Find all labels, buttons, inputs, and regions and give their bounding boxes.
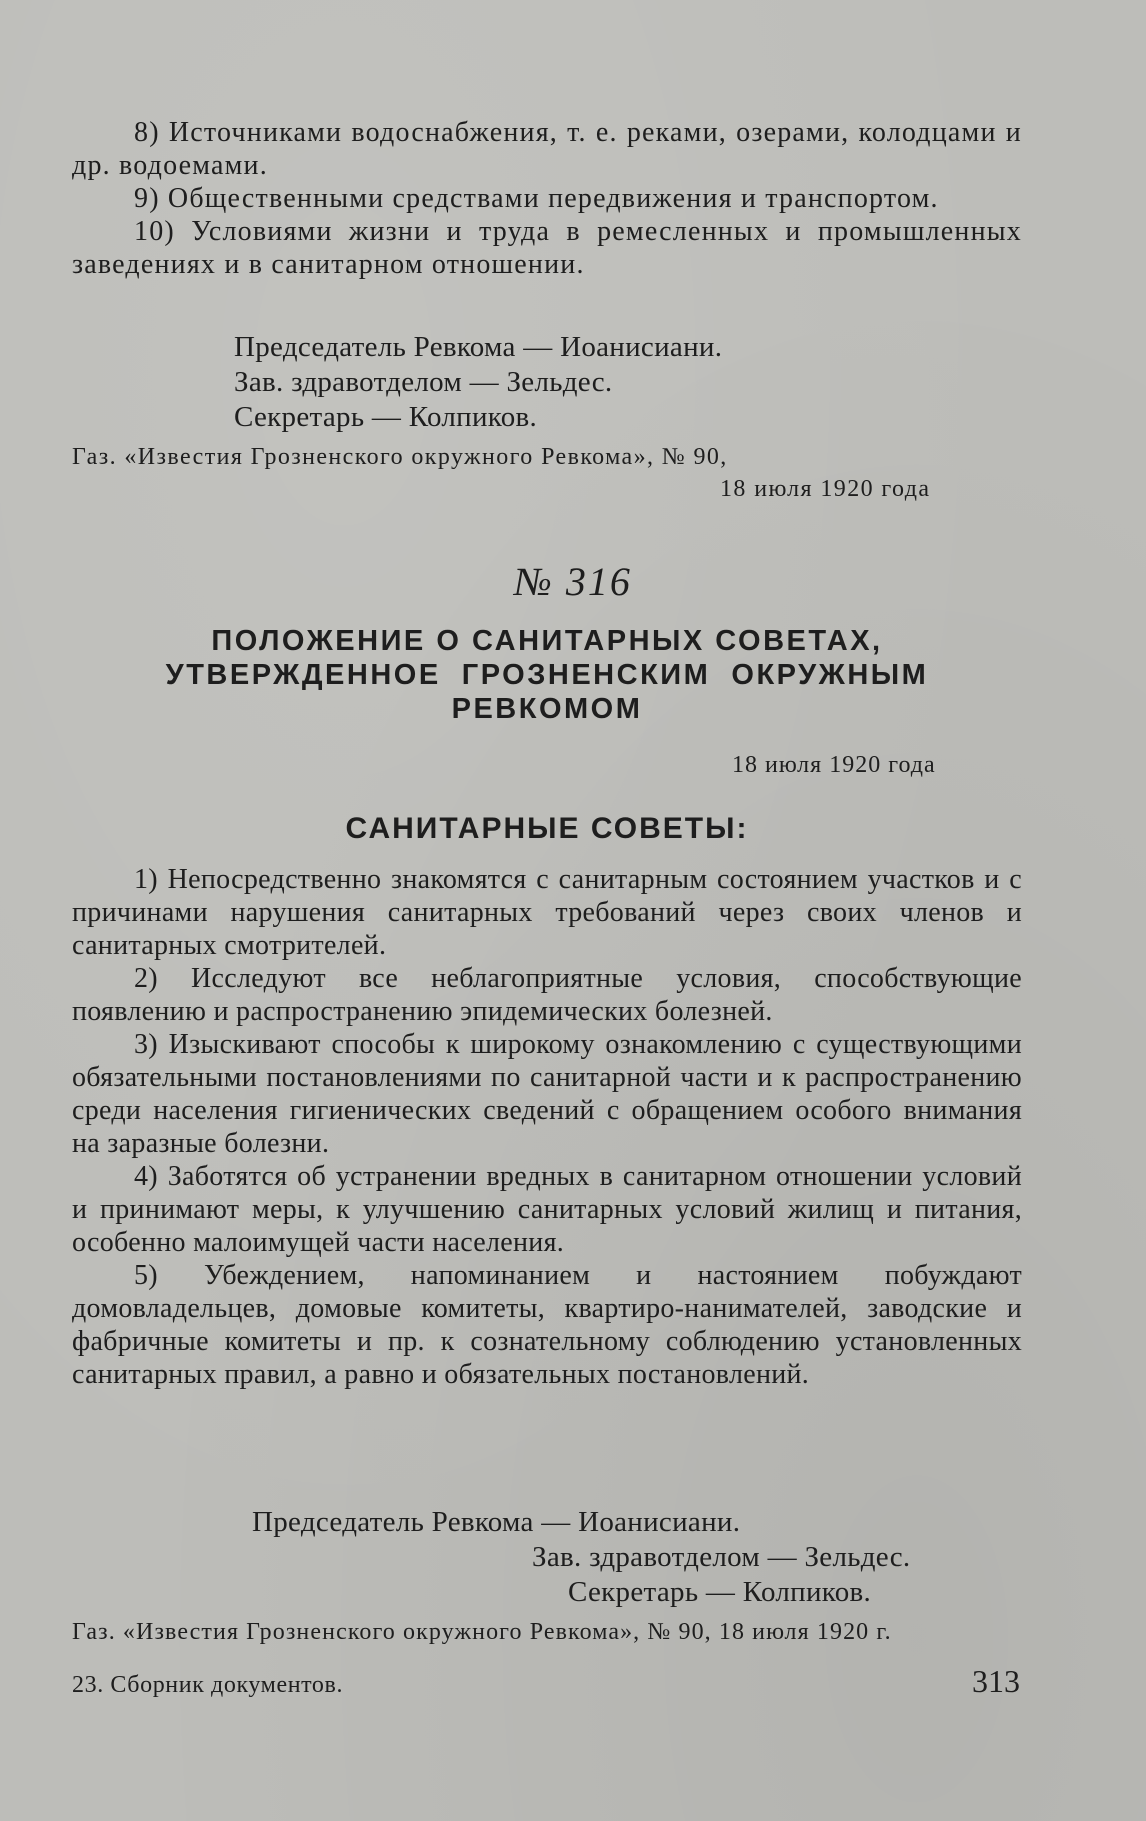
document-title-line-2: УТВЕРЖДЕННОЕ ГРОЗНЕНСКИМ ОКРУЖНЫМ: [165, 659, 929, 691]
list-item: 2) Исследуют все неблагоприятные условия, способствующие появлению и распространению эпидемических болезней.: [72, 963, 1022, 1027]
document-title: [72, 624, 1022, 726]
source-citation-1-line1: Газ. «Известия Грозненского окружного Ревкома», № 90,: [72, 444, 728, 470]
signature-health-head-2: Зав. здравотделом — Зельдес.: [532, 1541, 911, 1573]
signature-health-head-1: Зав. здравотделом — Зельдес.: [234, 366, 613, 398]
list-item: 4) Заботятся об устранении вредных в санитарном отношении условий и принимают меры, к улучшению санитарных условий жилищ и питания, особенно малоимущей части населения.: [72, 1161, 1022, 1258]
signature-chairman-2: Председатель Ревкома — Иоанисиани.: [252, 1506, 741, 1538]
document-date: 18 июля 1920 года: [732, 752, 936, 778]
top-item-8: 8) Источниками водоснабжения, т. е. реками, озерами, колодцами и др. водоемами.: [72, 117, 1022, 181]
signature-chairman-1: Председатель Ревкома — Иоанисиани.: [234, 331, 723, 363]
sanitary-council-items: [72, 863, 1022, 1391]
top-item-10: 10) Условиями жизни и труда в ремесленных и промышленных заведениях и в санитарном отношении.: [72, 216, 1022, 280]
source-citation-1-line2: 18 июля 1920 года: [720, 476, 931, 502]
document-title-line-1: ПОЛОЖЕНИЕ О САНИТАРНЫХ СОВЕТАХ,: [211, 625, 883, 657]
page-number: 313: [972, 1663, 1020, 1699]
list-item: 1) Непосредственно знакомятся с санитарным состоянием участков и с причинами нарушения санитарных требований через своих членов и санитарных смотрителей.: [72, 864, 1022, 961]
top-items: [72, 116, 1022, 281]
signature-secretary-1: Секретарь — Колпиков.: [234, 401, 538, 433]
footer-collection-title: 23. Сборник документов.: [72, 1672, 344, 1698]
signature-secretary-2: Секретарь — Колпиков.: [568, 1576, 872, 1608]
source-citation-2: Газ. «Известия Грозненского окружного Ревкома», № 90, 18 июля 1920 г.: [72, 1619, 892, 1645]
list-item: 3) Изыскивают способы к широкому ознакомлению с существующими обязательными постановлениями по санитарной части и к распространению среди населения гигиенических сведений с обращением особого внимания на заразные болезни.: [72, 1029, 1022, 1159]
list-item: 5) Убеждением, напоминанием и настоянием побуждают домовладельцев, домовые комитеты, квартиро-нанимателей, заводские и фабричные комитеты и пр. к сознательному соблюдению установленных санитарных правил, а равно и обязательных постановлений.: [72, 1260, 1022, 1390]
document-title-line-3: РЕВКОМОМ: [451, 693, 643, 725]
top-item-9: 9) Общественными средствами передвижения и транспортом.: [134, 183, 939, 214]
document-number: № 316: [514, 559, 632, 604]
section-heading: САНИТАРНЫЕ СОВЕТЫ:: [345, 812, 749, 845]
